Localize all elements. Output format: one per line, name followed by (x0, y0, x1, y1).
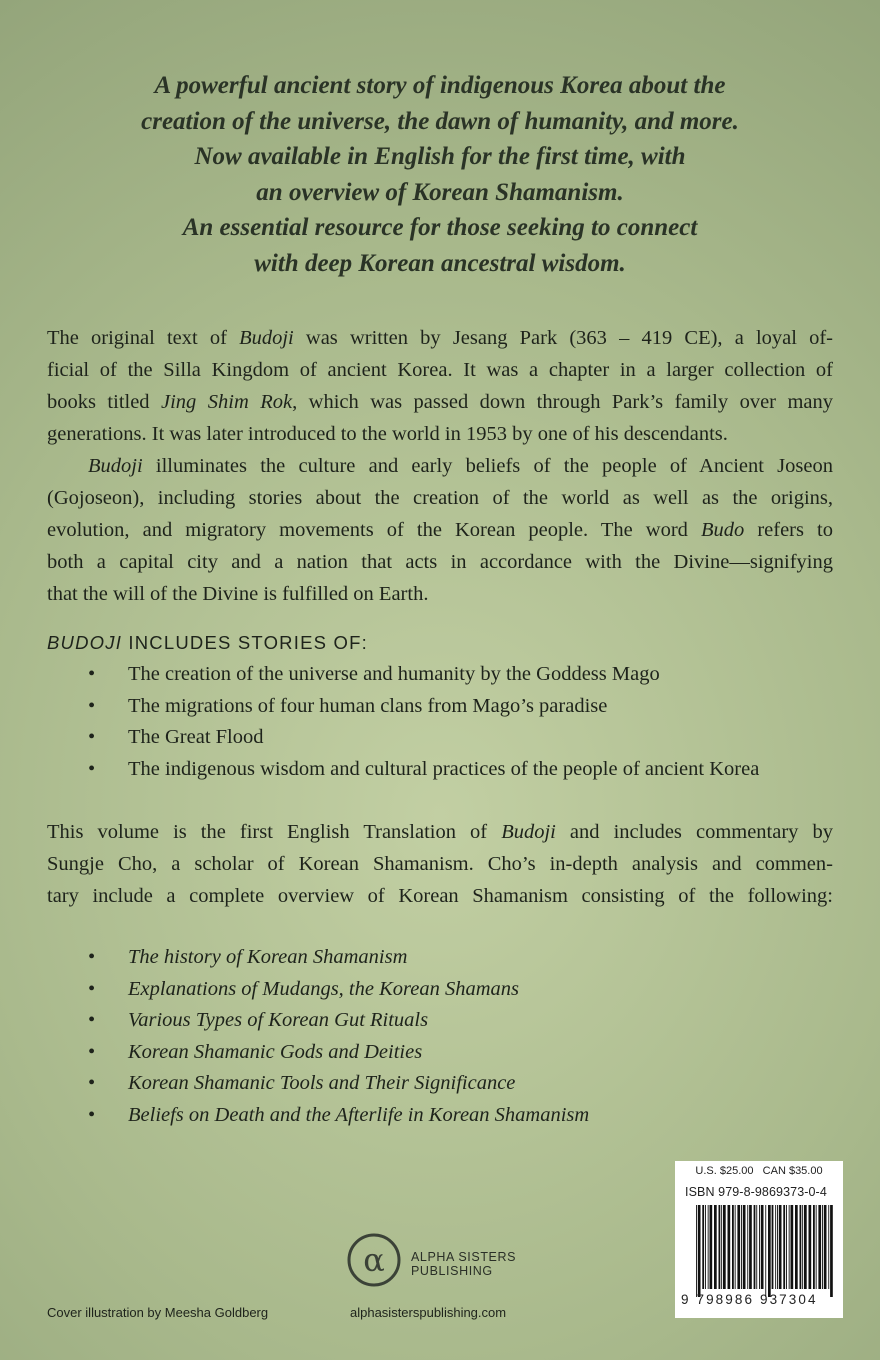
barcode-bar (802, 1205, 803, 1289)
price-label: U.S. $25.00 CAN $35.00 (695, 1165, 823, 1177)
list-item: • The Great Flood (88, 726, 264, 748)
barcode-bar (791, 1205, 794, 1289)
publisher-name: ALPHA SISTERS PUBLISHING (411, 1250, 517, 1278)
barcode-bar (789, 1205, 790, 1289)
barcode-bar (777, 1205, 778, 1289)
intro-paragraph (47, 322, 833, 610)
barcode-bar (765, 1205, 766, 1297)
text-line: (Gojoseon), including stories about the creation of the world as well as the origins, (47, 487, 833, 509)
barcode-bar (719, 1205, 721, 1289)
text-line: books titled Jing Shim Rok, which was passed down through Park’s family over many (47, 391, 833, 413)
barcode-bar (804, 1205, 807, 1289)
barcode-bar (756, 1205, 757, 1289)
barcode-bar (761, 1205, 764, 1289)
text-line: ficial of the Silla Kingdom of ancient Korea. It was a chapter in a larger collection of (47, 359, 833, 381)
publisher-logo-icon (346, 1232, 402, 1288)
barcode-bar (809, 1205, 812, 1289)
barcode-bar (818, 1205, 821, 1289)
barcode-bar (786, 1205, 787, 1289)
barcode-bar (772, 1205, 774, 1289)
barcode-bar (824, 1205, 827, 1289)
barcode-bar (775, 1205, 776, 1289)
tagline-line: An essential resource for those seeking to connect (182, 214, 698, 241)
list-item: • The history of Korean Shamanism (88, 946, 408, 968)
tagline (60, 68, 820, 281)
barcode-bar (702, 1205, 704, 1289)
barcode-bar (696, 1205, 697, 1297)
barcode-bar (708, 1205, 709, 1289)
barcode-bar (743, 1205, 746, 1289)
stories-list (88, 659, 848, 785)
barcode-bar (698, 1205, 701, 1297)
stories-heading: BUDOJI INCLUDES STORIES OF: (47, 632, 368, 653)
barcode-bar (732, 1205, 734, 1289)
tagline-line: with deep Korean ancestral wisdom. (254, 249, 626, 277)
text-line: Sungje Cho, a scholar of Korean Shamanism. Cho’s in-depth analysis and commen- (47, 853, 833, 875)
list-item: • The indigenous wisdom and cultural practices of the people of ancient Korea (88, 757, 760, 780)
barcode-bar (737, 1205, 740, 1289)
list-item: • Explanations of Mudangs, the Korean Shamans (88, 977, 520, 1000)
barcode-digits: 9 798986 937304 (681, 1292, 818, 1307)
barcode-bar (830, 1205, 833, 1297)
barcode-bar (747, 1205, 748, 1289)
barcode-bar (822, 1205, 823, 1289)
list-item: • Various Types of Korean Gut Rituals (88, 1009, 429, 1031)
barcode-bar (728, 1205, 731, 1289)
text-line: generations. It was later introduced to the world in 1953 by one of his descendants. (47, 423, 728, 445)
overview-list (88, 942, 848, 1131)
list-item: • Korean Shamanic Gods and Deities (88, 1040, 423, 1063)
volume-paragraph (47, 816, 833, 912)
barcode-bar (710, 1205, 713, 1289)
barcode-bar (705, 1205, 706, 1289)
barcode-bar (795, 1205, 798, 1289)
barcode-bar (754, 1205, 756, 1289)
text-line: that the will of the Divine is fulfilled on Earth. (47, 583, 429, 605)
barcode-bar (714, 1205, 717, 1289)
barcode-bar (816, 1205, 817, 1289)
text-line: evolution, and migratory movements of the Korean people. The word Budo refers to (47, 519, 833, 541)
barcode-bar (779, 1205, 782, 1289)
list-item: • Korean Shamanic Tools and Their Significance (88, 1072, 516, 1094)
list-item: • The creation of the universe and humanity by the Goddess Mago (88, 663, 660, 685)
barcode-bar (783, 1205, 785, 1289)
list-item: • The migrations of four human clans from Mago’s paradise (88, 694, 608, 717)
barcode-bar (749, 1205, 752, 1289)
barcode-bar (800, 1205, 802, 1289)
tagline-line: an overview of Korean Shamanism. (256, 178, 624, 206)
text-line: This volume is the first English Translation of Budoji and includes commentary by (47, 821, 833, 843)
text-line: Budoji illuminates the culture and early beliefs of the people of Ancient Joseon (88, 455, 833, 477)
barcode (696, 1205, 836, 1297)
list-item: • Beliefs on Death and the Afterlife in Korean Shamanism (88, 1103, 590, 1126)
barcode-bar (813, 1205, 815, 1289)
text-line: both a capital city and a nation that acts in accordance with the Divine—signifying (47, 551, 833, 573)
barcode-bar (735, 1205, 736, 1289)
tagline-line: A powerful ancient story of indigenous Korea about the (154, 72, 726, 99)
barcode-bar (759, 1205, 760, 1289)
barcode-bar (741, 1205, 742, 1289)
text-line: tary include a complete overview of Korean Shamanism consisting of the following: (47, 885, 833, 907)
barcode-bar (768, 1205, 771, 1297)
barcode-bar (828, 1205, 829, 1289)
tagline-line: Now available in English for the first time, with (194, 143, 686, 170)
tagline-line: creation of the universe, the dawn of humanity, and more. (141, 107, 739, 135)
barcode-bar (721, 1205, 722, 1289)
isbn-label: ISBN 979-8-9869373-0-4 (685, 1185, 827, 1199)
barcode-bar (723, 1205, 726, 1289)
illustration-credit: Cover illustration by Meesha Goldberg (47, 1305, 269, 1320)
logo-glyph: α (363, 1241, 385, 1279)
publisher-website: alphasisterspublishing.com (350, 1305, 507, 1320)
text-line: The original text of Budoji was written by Jesang Park (363 – 419 CE), a loyal of- (47, 327, 833, 349)
barcode-box (675, 1161, 843, 1318)
